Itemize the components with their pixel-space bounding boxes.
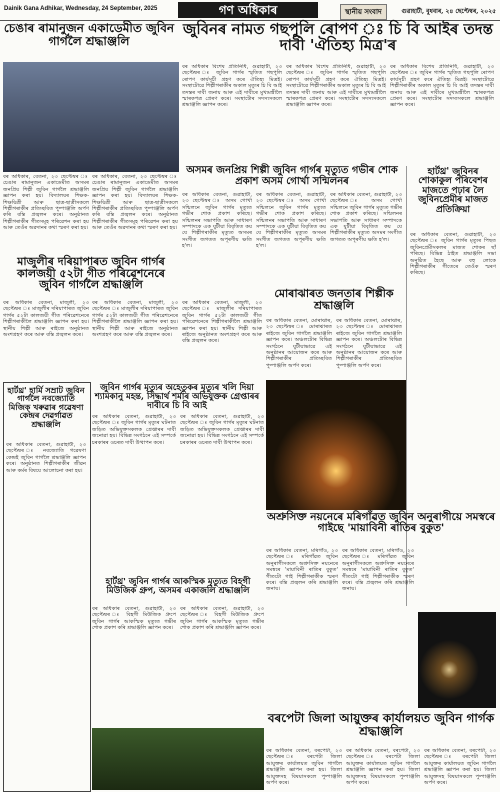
article-11-body-col2: বৰ অধিকাৰ বেতনা, বৰপেটা, ২৩ ছেপ্টেম্বৰ ঃ বৰপেটা জিলা আয়ুক্তৰ কাৰ্যালয়ত জুবিন গাৰ্গলৈ শ্ৰদ্ধাঞ্জলি জ্ঞাপন কৰা হয়। জিলা আয়ুক্তসহ বিষয়াসকলে পুষ্পাঞ্জলি অৰ্পণ কৰে। [346, 748, 420, 787]
article-2-headline: জুবিনৰ নামত গছপুলি ৰোপণ ঃ চি বি আইৰ তদন্ত দাবী 'ঐতিহ্য মিত্ৰ'ৰ [182, 20, 494, 54]
article-4-body: বৰ অধিকাৰ বেতনা, গুৱাহাটী, ২৩ ছেপ্টেম্বৰ ঃ জুবিন গাৰ্গৰ মৃত্যুৰ পিছত জুবিনপ্ৰেমীসকলৰ মাজত শোকৰ ছাঁ পৰিছে। বিভিন্ন ঠাইত শ্ৰদ্ধাঞ্জলি সভা অনুষ্ঠিত হৈছে আৰু বহু লোকে শিল্পীগৰাকীৰ গীতেৰে তেওঁক স্মৰণ কৰিছে। [410, 232, 496, 277]
article-5-body-col3: বৰ অধিকাৰ বেতনা, মাজুলী, ২৩ ছেপ্টেম্বৰ ঃ মাজুলীৰ দৰিয়াপাৰত জুবিন গাৰ্গৰ ৫২টা কালজয়ী গীত পৰিৱেশনেৰে শিল্পীগৰাকীলৈ শ্ৰদ্ধাঞ্জলি জ্ঞাপন কৰা হয়। স্থানীয় শিল্পী আৰু ৰাইজে অনুষ্ঠানত অংশগ্ৰহণ কৰে আৰু বন্তি প্ৰজ্বলন কৰে। [182, 300, 262, 345]
article-6-headline: মোৰাঝাৰত জনতাৰ শিল্পীক শ্ৰদ্ধাঞ্জলি [274, 287, 394, 312]
article-7-body: বৰ অধিকাৰ বেতনা, গুৱাহাটী, ২৩ ছেপ্টেম্বৰ ঃ নবজ্যোতি গৱেষণা কেন্দ্ৰই জুবিন গাৰ্গলৈ শ্ৰদ্ধাঞ্জলি জ্ঞাপন কৰে। অনুষ্ঠানত শিল্পীগৰাকীৰ জীৱন আৰু কৰ্মৰ বিষয়ে আলোচনা কৰা হয়। [6, 442, 86, 474]
section-tag: স্থানীয় সংবাদ [340, 4, 387, 20]
article-10-photo [92, 728, 264, 790]
article-9-body: বৰ অধিকাৰ বেতনা, মৰিগাঁও, ২৩ ছেপ্টেম্বৰ ঃ মৰিগাঁৱত জুবিন অনুৰাগীসকলে অশ্ৰুসিক্ত নয়নেৰে সমস্বৰে 'মায়াবিনী ৰাতিৰ বুকুত' গীতটো গাই শিল্পীগৰাকীক স্মৰণ কৰে। বন্তি প্ৰজ্বলন কৰি শ্ৰদ্ধাঞ্জলি জনায়। [266, 548, 338, 593]
article-11-body: বৰ অধিকাৰ বেতনা, বৰপেটা, ২৩ ছেপ্টেম্বৰ ঃ বৰপেটা জিলা আয়ুক্তৰ কাৰ্যালয়ত জুবিন গাৰ্গলৈ শ্ৰদ্ধাঞ্জলি জ্ঞাপন কৰা হয়। জিলা আয়ুক্তসহ বিষয়াসকলে পুষ্পাঞ্জলি অৰ্পণ কৰে। [266, 748, 342, 787]
article-5-body-col2: বৰ অধিকাৰ বেতনা, মাজুলী, ২৩ ছেপ্টেম্বৰ ঃ মাজুলীৰ দৰিয়াপাৰত জুবিন গাৰ্গৰ ৫২টা কালজয়ী গীত পৰিৱেশনেৰে শিল্পীগৰাকীলৈ শ্ৰদ্ধাঞ্জলি জ্ঞাপন কৰা হয়। স্থানীয় শিল্পী আৰু ৰাইজে অনুষ্ঠানত অংশগ্ৰহণ কৰে আৰু বন্তি প্ৰজ্বলন কৰে। [92, 300, 178, 339]
article-3-body: বৰ অধিকাৰ বেতনা, গুৱাহাটী, ২৩ ছেপ্টেম্বৰ ঃ অসম গোৰ্খা সন্মিলনে জুবিন গাৰ্গৰ মৃত্যুত গভীৰ শোক প্ৰকাশ কৰিছে। সন্মিলনৰ সভাপতি আৰু সাধাৰণ সম্পাদকে এক যুটীয়া বিবৃতিত কয় যে শিল্পীগৰাকীৰ মৃত্যুত অসমৰ সংগীত জগতত অপূৰণীয় ক্ষতি হ'ল। [182, 192, 252, 250]
article-3-body-col2: বৰ অধিকাৰ বেতনা, গুৱাহাটী, ২৩ ছেপ্টেম্বৰ ঃ অসম গোৰ্খা সন্মিলনে জুবিন গাৰ্গৰ মৃত্যুত গভীৰ শোক প্ৰকাশ কৰিছে। সন্মিলনৰ সভাপতি আৰু সাধাৰণ সম্পাদকে এক যুটীয়া বিবৃতিত কয় যে শিল্পীগৰাকীৰ মৃত্যুত অসমৰ সংগীত জগতত অপূৰণীয় ক্ষতি হ'ল। [256, 192, 326, 250]
article-1-body-col2: বৰ অধিকাৰ, বেতনা, ২৩ ছেপ্টেম্বৰ ঃ চেঙাৰ ৰামানুজন একাডেমীত অসমৰ জনপ্ৰিয় শিল্পী জুবিন গাৰ্গলৈ শ্ৰদ্ধাঞ্জলি জ্ঞাপন কৰা হয়। বিদ্যালয়ৰ শিক্ষক-শিক্ষয়িত্ৰী আৰু ছাত্ৰ-ছাত্ৰীসকলে শিল্পীগৰাকীৰ প্ৰতিচ্ছবিত পুষ্পাঞ্জলি অৰ্পণ কৰি বন্তি প্ৰজ্বলন কৰে। অনুষ্ঠানত শিল্পীগৰাকীৰ গীতসমূহ পৰিৱেশন কৰা হয় আৰু তেওঁৰ অৱদানৰ কথা স্মৰণ কৰা হয়। [92, 174, 178, 232]
article-6-body-col2: বৰ অধিকাৰ বেতনা, মোৰাঝাৰ, ২৩ ছেপ্টেম্বৰ ঃ মোৰাঝাৰত ৰাইজে জুবিন গাৰ্গলৈ শ্ৰদ্ধাঞ্জলি জ্ঞাপন কৰে। অঞ্চলটোৰ বিভিন্ন সংগঠনে যুটীয়াভাৱে এই অনুষ্ঠানৰ আয়োজন কৰে আৰু শিল্পীগৰাকীৰ প্ৰতিচ্ছবিত পুষ্পাঞ্জলি অৰ্পণ কৰে। [336, 318, 402, 369]
article-10-headline: হাৰ্টথ্ৰ' জুবিন গাৰ্গৰ আকস্মিক মৃত্যুত বিহগী মিউজিক গ্ৰুপ, অসমৰ একাজলি শ্ৰদ্ধাঞ্জলি [105, 577, 251, 596]
article-11-headline: বৰপেটা জিলা আয়ুক্তৰ কাৰ্যালয়ত জুবিন গাৰ্গক শ্ৰদ্ধাঞ্জলি [267, 711, 495, 738]
article-4-headline: হাৰ্টথ্ৰ' জুবিনৰ শোকাকুল পৰিবেশৰ মাজতে পঢ়াৰ লৈ জুবিনপ্ৰেমীৰ মাজত প্ৰতিক্ৰিয়া [418, 167, 488, 215]
article-7-headline: হাৰ্টথ্ৰ' হাৰ্মি সম্ৰাট জুবিন গাৰ্গলৈ নবজ্যোতি মিজিক্‌ খৰুৱাৰ গৱেষণা কেন্দ্ৰৰ দেৱৰ্গাৱত শ্ৰদ্ধাঞ্জলি [7, 385, 85, 429]
article-9-photo [418, 612, 496, 708]
article-9-headline: অশ্ৰুসিক্ত নয়নেৰে মৰিগাঁৱত জুবিন অনুৰাগীয়ে সমস্বৰে গাইছে 'মায়াবিনী ৰাতিৰ বুকুত' [267, 511, 495, 535]
column-rule [406, 166, 407, 606]
article-2-body-col3: বৰ অধিকাৰ বিশেষ প্ৰতিনিধি, গুৱাহাটী, ২৩ ছেপ্টেম্বৰ ঃ জুবিন গাৰ্গৰ স্মৃতিত গছপুলি ৰোপণ কাৰ্যসূচী গ্ৰহণ কৰে ঐতিহ্য মিত্ৰই। সংস্থাটোৱে শিল্পীগৰাকীৰ অকাল মৃত্যুৰ চি বি আই তদন্তৰ দাবী জনায় আৰু এই দাবীৰে মুখ্যমন্ত্ৰীলৈ স্মাৰকপত্ৰ প্ৰেৰণ কৰে। সংস্থাটোৰ সদস্যসকলে শ্ৰদ্ধাঞ্জলি জ্ঞাপন কৰে। [390, 64, 494, 109]
article-3-body-col3: বৰ অধিকাৰ বেতনা, গুৱাহাটী, ২৩ ছেপ্টেম্বৰ ঃ অসম গোৰ্খা সন্মিলনে জুবিন গাৰ্গৰ মৃত্যুত গভীৰ শোক প্ৰকাশ কৰিছে। সন্মিলনৰ সভাপতি আৰু সাধাৰণ সম্পাদকে এক যুটীয়া বিবৃতিত কয় যে শিল্পীগৰাকীৰ মৃত্যুত অসমৰ সংগীত জগতত অপূৰণীয় ক্ষতি হ'ল। [330, 192, 402, 243]
article-6-body: বৰ অধিকাৰ বেতনা, মোৰাঝাৰ, ২৩ ছেপ্টেম্বৰ ঃ মোৰাঝাৰত ৰাইজে জুবিন গাৰ্গলৈ শ্ৰদ্ধাঞ্জলি জ্ঞাপন কৰে। অঞ্চলটোৰ বিভিন্ন সংগঠনে যুটীয়াভাৱে এই অনুষ্ঠানৰ আয়োজন কৰে আৰু শিল্পীগৰাকীৰ প্ৰতিচ্ছবিত পুষ্পাঞ্জলি অৰ্পণ কৰে। [266, 318, 332, 369]
article-11-body-col3: বৰ অধিকাৰ বেতনা, বৰপেটা, ২৩ ছেপ্টেম্বৰ ঃ বৰপেটা জিলা আয়ুক্তৰ কাৰ্যালয়ত জুবিন গাৰ্গলৈ শ্ৰদ্ধাঞ্জলি জ্ঞাপন কৰা হয়। জিলা আয়ুক্তসহ বিষয়াসকলে পুষ্পাঞ্জলি অৰ্পণ কৰে। [424, 748, 496, 787]
article-1-headline: চেঙাৰ ৰামানুজন একাডেমীত জুবিন গাৰ্গলৈ শ্ৰদ্ধাঞ্জলি [3, 21, 175, 48]
article-2-body-col2: বৰ অধিকাৰ বিশেষ প্ৰতিনিধি, গুৱাহাটী, ২৩ ছেপ্টেম্বৰ ঃ জুবিন গাৰ্গৰ স্মৃতিত গছপুলি ৰোপণ কাৰ্যসূচী গ্ৰহণ কৰে ঐতিহ্য মিত্ৰই। সংস্থাটোৱে শিল্পীগৰাকীৰ অকাল মৃত্যুৰ চি বি আই তদন্তৰ দাবী জনায় আৰু এই দাবীৰে মুখ্যমন্ত্ৰীলৈ স্মাৰকপত্ৰ প্ৰেৰণ কৰে। সংস্থাটোৰ সদস্যসকলে শ্ৰদ্ধাঞ্জলি জ্ঞাপন কৰে। [286, 64, 386, 109]
article-1-body: বৰ অধিকাৰ, বেতনা, ২৩ ছেপ্টেম্বৰ ঃ চেঙাৰ ৰামানুজন একাডেমীত অসমৰ জনপ্ৰিয় শিল্পী জুবিন গাৰ্গলৈ শ্ৰদ্ধাঞ্জলি জ্ঞাপন কৰা হয়। বিদ্যালয়ৰ শিক্ষক-শিক্ষয়িত্ৰী আৰু ছাত্ৰ-ছাত্ৰীসকলে শিল্পীগৰাকীৰ প্ৰতিচ্ছবিত পুষ্পাঞ্জলি অৰ্পণ কৰি বন্তি প্ৰজ্বলন কৰে। অনুষ্ঠানত শিল্পীগৰাকীৰ গীতসমূহ পৰিৱেশন কৰা হয় আৰু তেওঁৰ অৱদানৰ কথা স্মৰণ কৰা হয়। [3, 174, 89, 232]
article-10-body: বৰ অধিকাৰ বেতনা, গুৱাহাটী, ২৩ ছেপ্টেম্বৰ ঃ বিহগী মিউজিক গ্ৰুপে জুবিন গাৰ্গৰ আকস্মিক মৃত্যুত গভীৰ শোক প্ৰকাশ কৰি শ্ৰদ্ধাঞ্জলি জ্ঞাপন কৰে। [92, 606, 176, 632]
masthead-right: গুৱাহাটী, বুধবাৰ, ২৪ ছেপ্টেম্বৰ, ২০২৫ [401, 8, 496, 15]
masthead [0, 0, 500, 21]
masthead-left: Dainik Gana Adhikar, Wednesday, 24 September, 2025 [4, 6, 158, 12]
article-3-headline: অসমৰ জনপ্ৰিয় শিল্পী জুবিন গাৰ্গৰ মৃত্যুত গভীৰ শোক প্ৰকাশ অসম গোৰ্খা সন্মিলনৰ [186, 165, 398, 187]
article-9-body-col2: বৰ অধিকাৰ বেতনা, মৰিগাঁও, ২৩ ছেপ্টেম্বৰ ঃ মৰিগাঁৱত জুবিন অনুৰাগীসকলে অশ্ৰুসিক্ত নয়নেৰে সমস্বৰে 'মায়াবিনী ৰাতিৰ বুকুত' গীতটো গাই শিল্পীগৰাকীক স্মৰণ কৰে। বন্তি প্ৰজ্বলন কৰি শ্ৰদ্ধাঞ্জলি জনায়। [342, 548, 414, 593]
article-5-headline: মাজুলীৰ দৰিয়াপাৰত জুবিন গাৰ্গৰ কালজয়ী ৫২টা গীত পৰিৱেশনেৰে জুবিন গাৰ্গলৈ শ্ৰদ্ধাঞ্জলি [17, 255, 165, 292]
article-6-photo [266, 380, 406, 510]
article-10-body-col2: বৰ অধিকাৰ বেতনা, গুৱাহাটী, ২৩ ছেপ্টেম্বৰ ঃ বিহগী মিউজিক গ্ৰুপে জুবিন গাৰ্গৰ আকস্মিক মৃত্যুত গভীৰ শোক প্ৰকাশ কৰি শ্ৰদ্ধাঞ্জলি জ্ঞাপন কৰে। [180, 606, 264, 632]
article-5-body: বৰ অধিকাৰ বেতনা, মাজুলী, ২৩ ছেপ্টেম্বৰ ঃ মাজুলীৰ দৰিয়াপাৰত জুবিন গাৰ্গৰ ৫২টা কালজয়ী গীত পৰিৱেশনেৰে শিল্পীগৰাকীলৈ শ্ৰদ্ধাঞ্জলি জ্ঞাপন কৰা হয়। স্থানীয় শিল্পী আৰু ৰাইজে অনুষ্ঠানত অংশগ্ৰহণ কৰে আৰু বন্তি প্ৰজ্বলন কৰে। [3, 300, 89, 339]
article-1-photo [3, 62, 179, 172]
article-8-body-col2: বৰ অধিকাৰ বেতনা, গুৱাহাটী, ২৩ ছেপ্টেম্বৰ ঃ জুবিন গাৰ্গৰ মৃত্যুৰ ঘটনাত জড়িত অভিযুক্তসকলক গ্ৰেপ্তাৰৰ দাবী জনোৱা হয়। বিভিন্ন সংগঠনে এই সম্পৰ্কে চৰকাৰৰ ওচৰত দাবী উত্থাপন কৰে। [180, 414, 264, 446]
article-8-headline: জুবিন গাৰ্গৰ মৃত্যুৰ অহেতুকৰ মৃত্যুৰ খলি দিয়া শ্যামকানু মহন্ত, সিদ্ধাৰ্থ শৰ্মাৰ অভিযুক্তক গ্ৰেপ্তাৰৰ দাবীৰে চি বি আই [94, 383, 260, 411]
article-2-body: বৰ অধিকাৰ বিশেষ প্ৰতিনিধি, গুৱাহাটী, ২৩ ছেপ্টেম্বৰ ঃ জুবিন গাৰ্গৰ স্মৃতিত গছপুলি ৰোপণ কাৰ্যসূচী গ্ৰহণ কৰে ঐতিহ্য মিত্ৰই। সংস্থাটোৱে শিল্পীগৰাকীৰ অকাল মৃত্যুৰ চি বি আই তদন্তৰ দাবী জনায় আৰু এই দাবীৰে মুখ্যমন্ত্ৰীলৈ স্মাৰকপত্ৰ প্ৰেৰণ কৰে। সংস্থাটোৰ সদস্যসকলে শ্ৰদ্ধাঞ্জলি জ্ঞাপন কৰে। [182, 64, 282, 109]
article-8-body: বৰ অধিকাৰ বেতনা, গুৱাহাটী, ২৩ ছেপ্টেম্বৰ ঃ জুবিন গাৰ্গৰ মৃত্যুৰ ঘটনাত জড়িত অভিযুক্তসকলক গ্ৰেপ্তাৰৰ দাবী জনোৱা হয়। বিভিন্ন সংগঠনে এই সম্পৰ্কে চৰকাৰৰ ওচৰত দাবী উত্থাপন কৰে। [92, 414, 176, 446]
newspaper-logo: গণ অধিকাৰ [178, 2, 318, 18]
